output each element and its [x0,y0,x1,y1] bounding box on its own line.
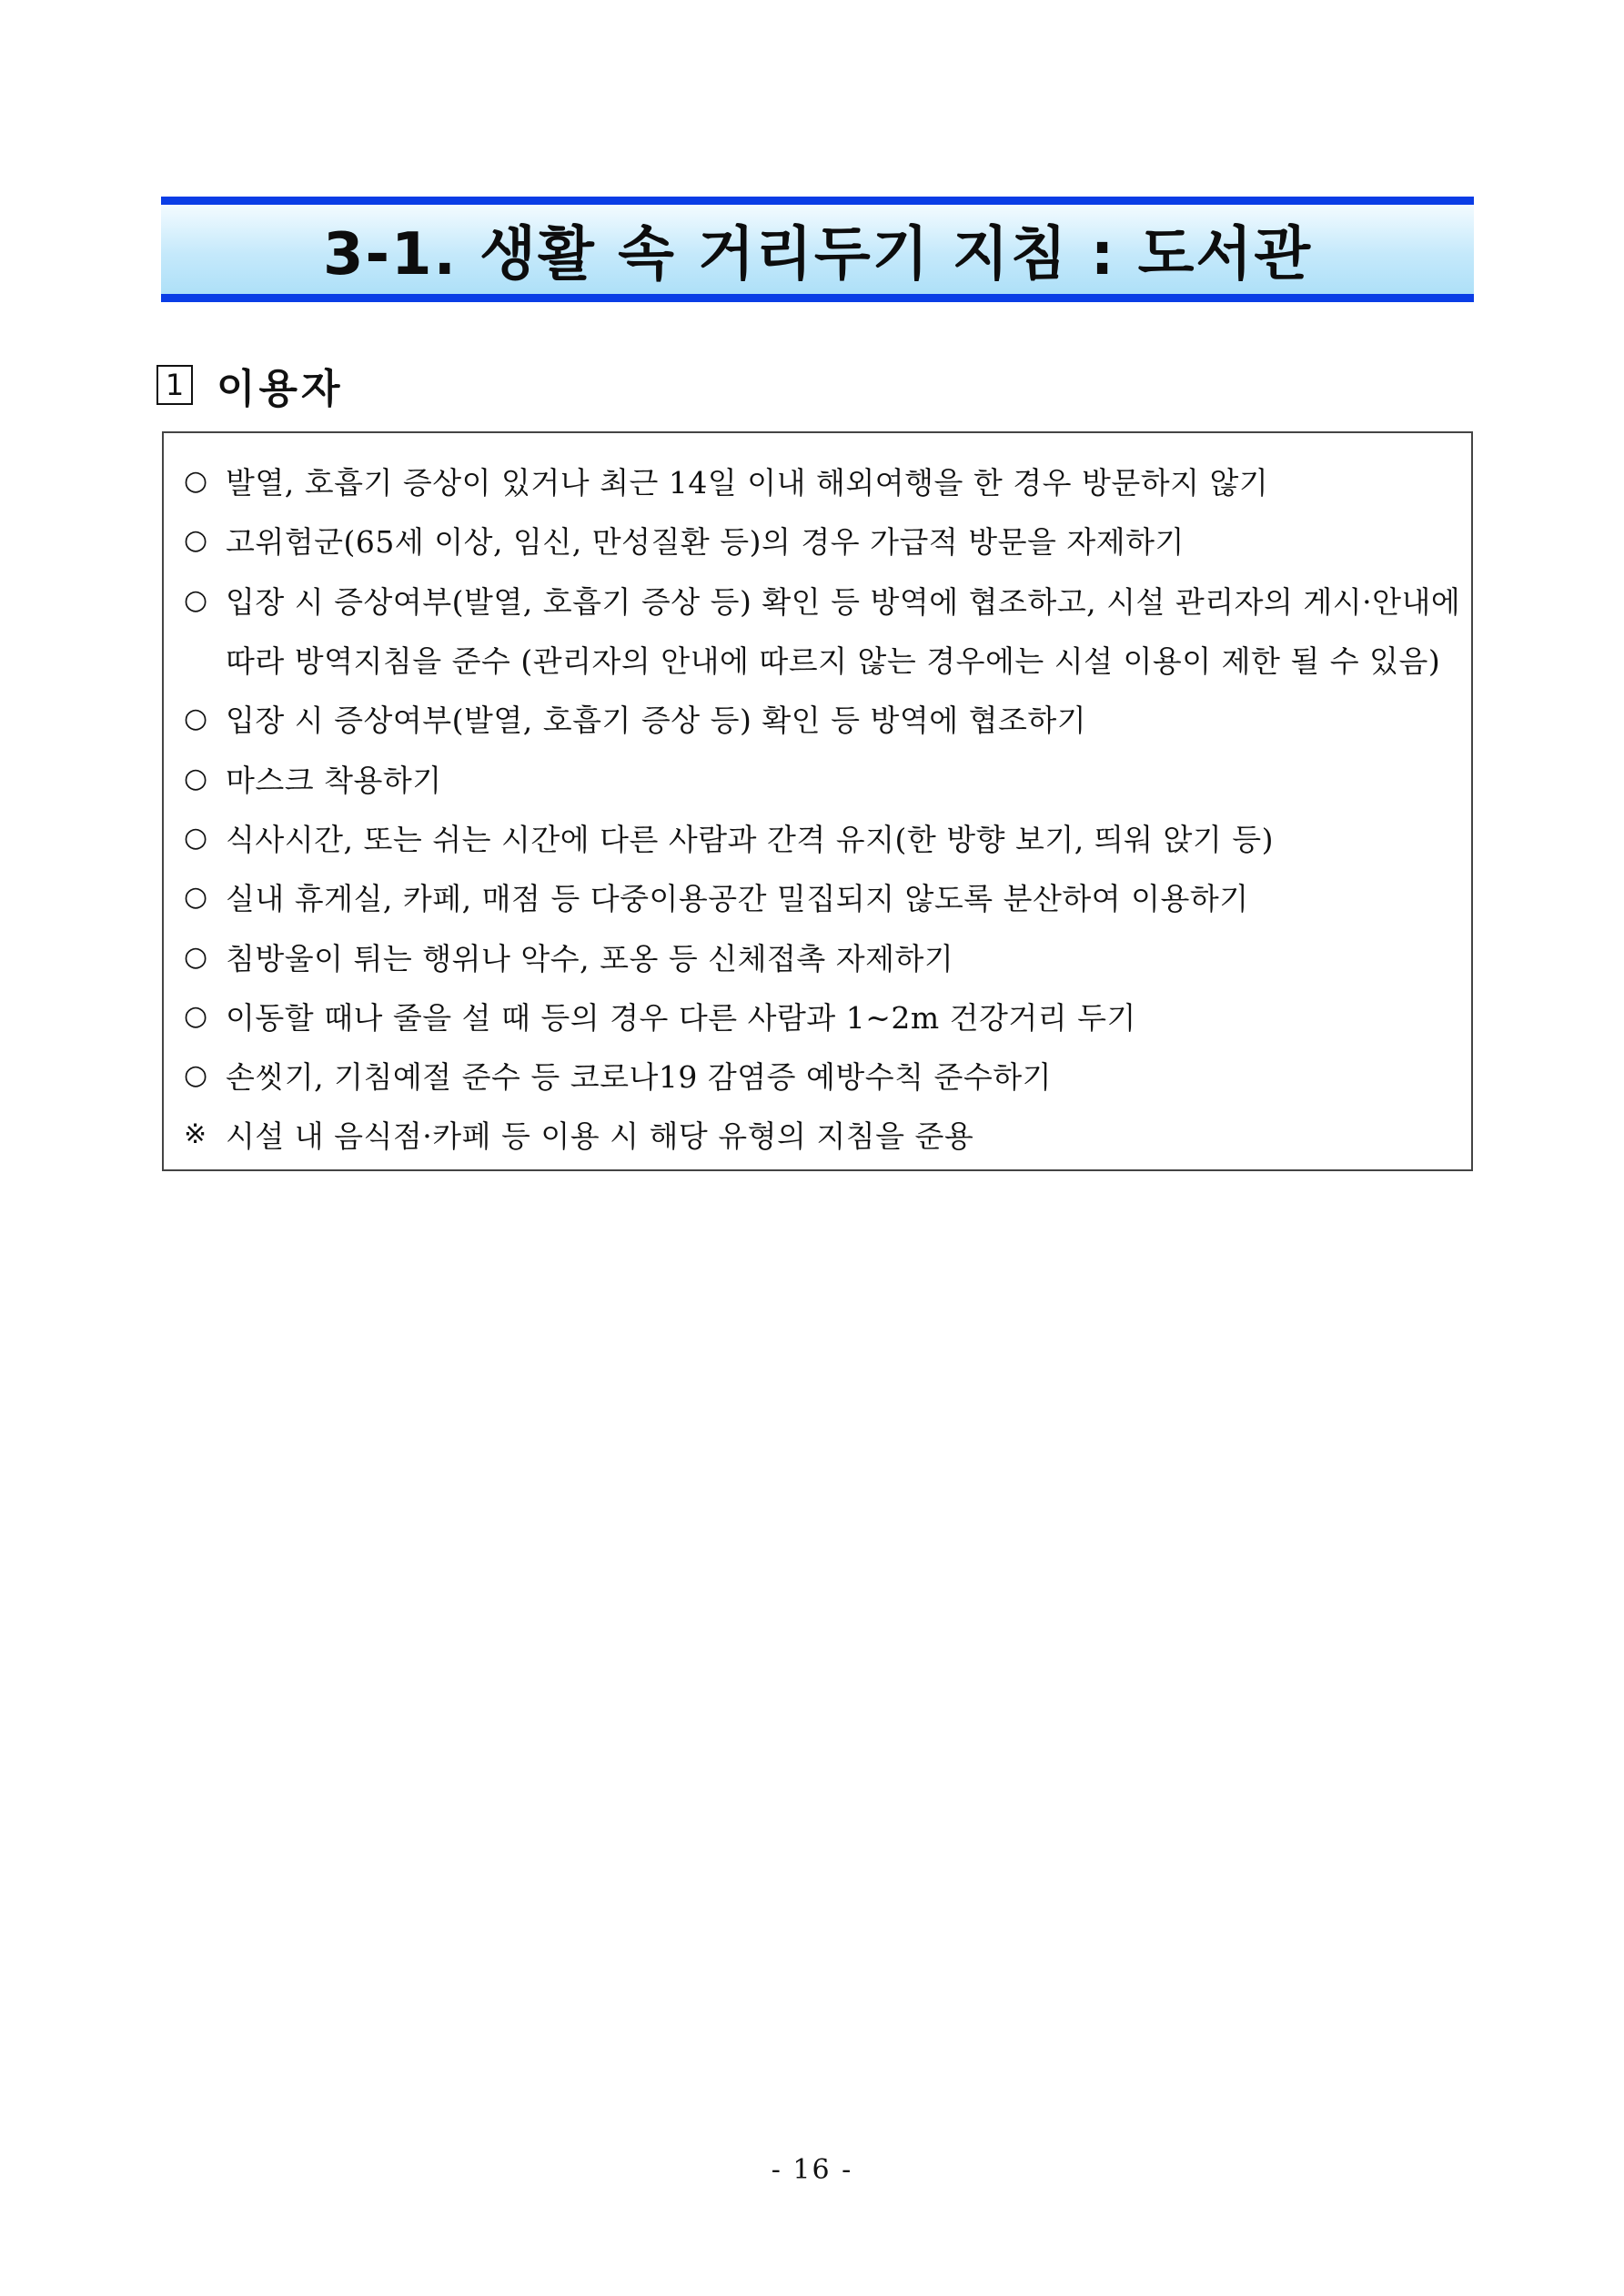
circle-bullet-icon: ○ [184,821,208,854]
rule-text: 따라 방역지침을 준수 (관리자의 안내에 따르지 않는 경우에는 시설 이용이 제한 될 수 있음) [226,643,1441,680]
rule-item-9 [184,986,1471,1046]
reference-mark-icon: ※ [184,1118,207,1151]
page-title: 3-1. 생활 속 거리두기 지침 : 도서관 [322,221,1313,288]
rule-item-3 [184,571,1471,630]
rule-text: 고위험군(65세 이상, 임신, 만성질환 등)의 경우 가급적 방문을 자제하기 [226,524,1185,561]
rule-text: 마스크 착용하기 [226,762,442,798]
page-number: - 16 - [771,2154,853,2186]
rule-text: 이동할 때나 줄을 설 때 등의 경우 다른 사람과 1~2m 건강거리 두기 [226,999,1136,1036]
rule-item-4 [184,689,1471,748]
circle-bullet-icon: ○ [184,583,208,616]
circle-bullet-icon: ○ [184,465,208,498]
section-heading [156,358,344,412]
rule-text: 실내 휴게실, 카페, 매점 등 다중이용공간 밀집되지 않도록 분산하여 이용하기 [226,881,1249,917]
rule-text: 입장 시 증상여부(발열, 호흡기 증상 등) 확인 등 방역에 협조하기 [226,703,1087,739]
note-text: 시설 내 음식점·카페 등 이용 시 해당 유형의 지침을 준용 [226,1118,974,1155]
rule-item-7 [184,867,1471,926]
rule-item-1 [184,451,1471,511]
rule-text: 손씻기, 기침예절 준수 등 코로나19 감염증 예방수칙 준수하기 [226,1059,1052,1096]
rule-item-8 [184,926,1471,986]
rule-note [184,1105,1471,1164]
rules-box [162,431,1473,1171]
circle-bullet-icon: ○ [184,881,208,914]
rule-text: 입장 시 증상여부(발열, 호흡기 증상 등) 확인 등 방역에 협조하고, 시설 관리자의 게시·안내에 [226,583,1461,620]
section-title: 이용자 [217,366,344,412]
rule-item-6 [184,808,1471,867]
circle-bullet-icon: ○ [184,703,208,735]
rule-item-3-continuation [184,630,1471,689]
rule-item-5 [184,748,1471,807]
rule-item-10 [184,1046,1471,1105]
circle-bullet-icon: ○ [184,524,208,557]
circle-bullet-icon: ○ [184,1059,208,1092]
title-banner [161,197,1474,302]
circle-bullet-icon: ○ [184,999,208,1032]
rule-item-2 [184,511,1471,570]
circle-bullet-icon: ○ [184,940,208,973]
rule-text: 침방울이 튀는 행위나 악수, 포옹 등 신체접촉 자제하기 [226,940,954,976]
rule-text: 식사시간, 또는 쉬는 시간에 다른 사람과 간격 유지(한 방향 보기, 띄워 앉기 등) [226,821,1274,857]
circle-bullet-icon: ○ [184,762,208,794]
rule-text: 발열, 호흡기 증상이 있거나 최근 14일 이내 해외여행을 한 경우 방문하지 않기 [226,465,1269,501]
section-number-box: 1 [156,365,193,405]
